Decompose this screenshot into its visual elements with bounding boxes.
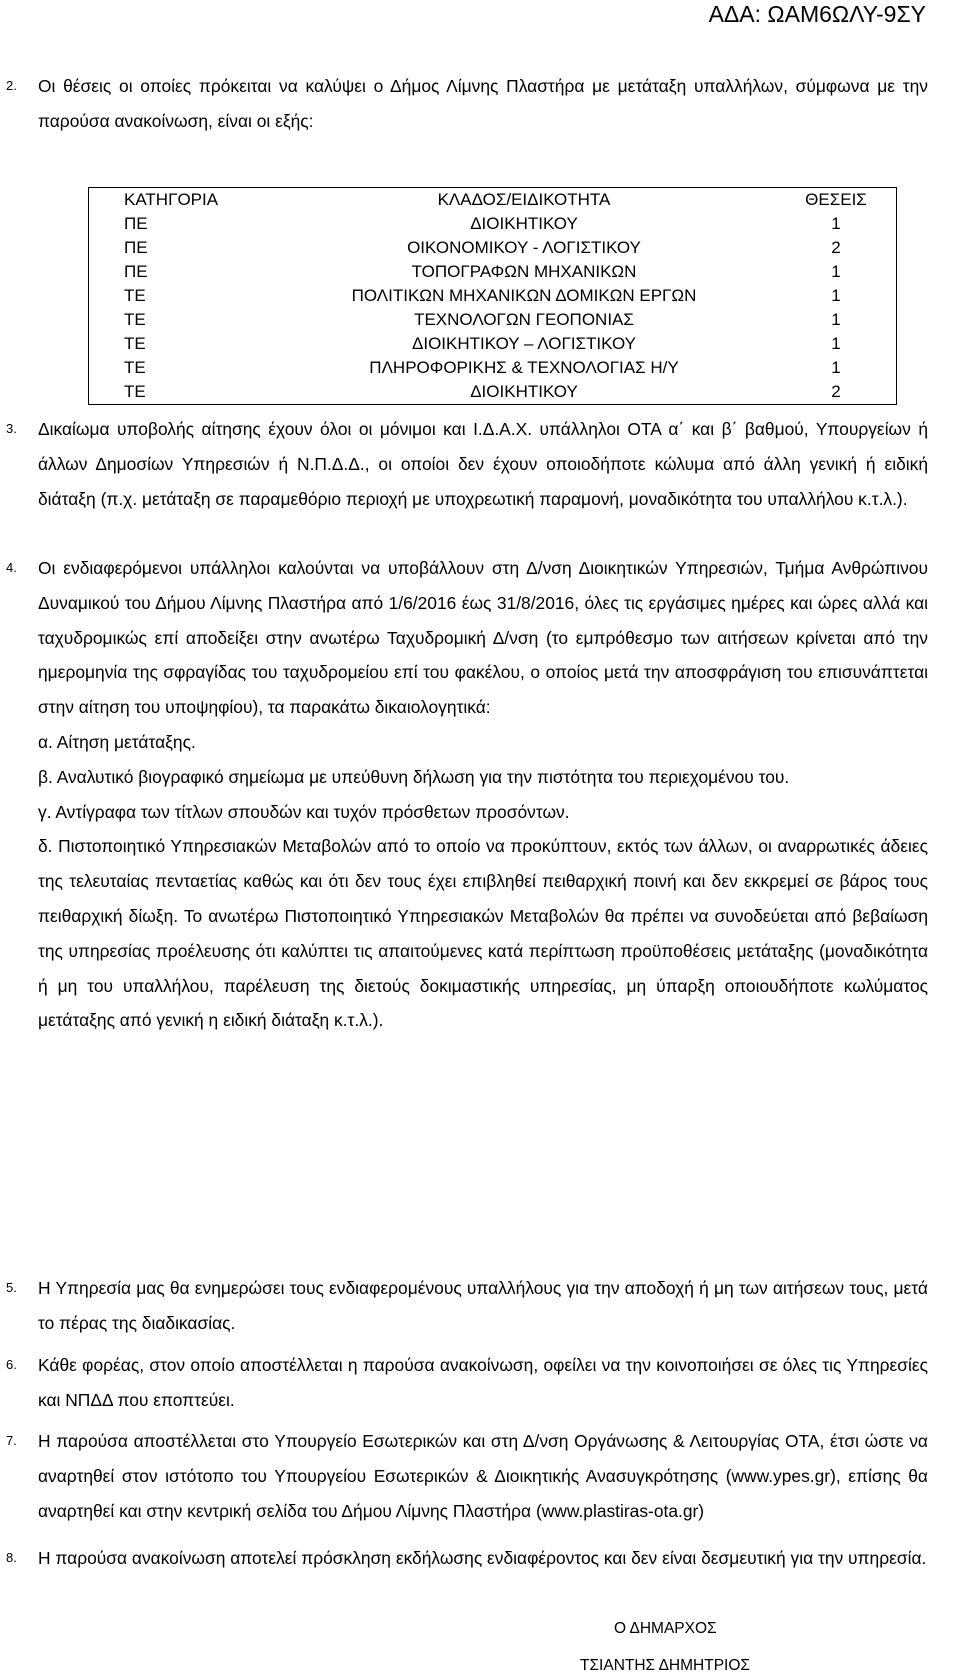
- table-row: [89, 308, 897, 332]
- item-7: [6, 1424, 928, 1528]
- positions-cell: 1: [831, 310, 841, 329]
- category-cell: ΤΕ: [124, 286, 146, 305]
- branch-cell: ΔΙΟΙΚΗΤΙΚΟΥ – ΛΟΓΙΣΤΙΚΟΥ: [412, 334, 636, 353]
- signature-title: Ο ΔΗΜΑΡΧΟΣ: [614, 1620, 717, 1637]
- item-number: 5.: [6, 1280, 17, 1295]
- item-6: [6, 1348, 928, 1418]
- table-row: [89, 212, 897, 236]
- item-text: Οι ενδιαφερόμενοι υπάλληλοι καλούνται να υποβάλλουν στη Δ/νση Διοικητικών Υπηρεσιών, Τμήμα Ανθρώπινου Δυναμικού του Δήμου Λίμνης Πλαστήρα από 1/6/2016 έως 31/8/2016, όλες τις εργάσιμες ημέρες και ώρες αλλά και ταχυδρομικώς επί αποδείξει στην ανωτέρω Ταχυδρομική Δ/νση (το εμπρόθεσμο των αιτήσεων κρίνεται από την ημερομηνία της σφραγίδας του ταχυδρομείου επί του φακέλου, ο οποίος μετά την αποσφράγιση του επισυνάπτεται στην αίτηση του υποψηφίου), τα παρακάτω δικαιολογητικά:: [38, 558, 928, 718]
- item-2: [6, 69, 928, 139]
- category-cell: ΠΕ: [124, 214, 148, 233]
- branch-cell: ΤΕΧΝΟΛΟΓΩΝ ΓΕΟΠΟΝΙΑΣ: [414, 310, 634, 329]
- item-number: 4.: [6, 560, 17, 575]
- item-8: [6, 1541, 928, 1576]
- item-text: Δικαίωμα υποβολής αίτησης έχουν όλοι οι μόνιμοι και Ι.Δ.Α.Χ. υπάλληλοι ΟΤΑ α΄ και β΄ βαθμού, Υπουργείων ή άλλων Δημοσίων Υπηρεσιών ή Ν.Π.Δ.Δ., οι οποίοι δεν έχουν οποιοδήποτε κώλυμα από άλλη γενική ή ειδική διάταξη (π.χ. μετάταξη σε παραμεθόριο περιοχή με υποχρεωτική παραμονή, μοναδικότητα του υπαλλήλου κ.τ.λ.).: [38, 419, 928, 509]
- category-cell: ΤΕ: [124, 382, 146, 401]
- document-list: [38, 725, 928, 1038]
- branch-cell: ΔΙΟΙΚΗΤΙΚΟΥ: [470, 214, 578, 233]
- ada-code: ΑΔΑ: ΩΑΜ6ΩΛΥ-9ΣΥ: [708, 1, 926, 27]
- item-text: Οι θέσεις οι οποίες πρόκειται να καλύψει ο Δήμος Λίμνης Πλαστήρα με μετάταξη υπαλλήλων, σύμφωνα με την παρούσα ανακοίνωση, είναι οι εξής:: [38, 76, 928, 131]
- item-number: 3.: [6, 421, 17, 436]
- branch-cell: ΔΙΟΙΚΗΤΙΚΟΥ: [470, 382, 578, 401]
- item-text: Η Υπηρεσία μας θα ενημερώσει τους ενδιαφερομένους υπαλλήλους για την αποδοχή ή μη των αιτήσεων τους, μετά το πέρας της διαδικασίας.: [38, 1278, 928, 1333]
- branch-cell: ΟΙΚΟΝΟΜΙΚΟΥ - ΛΟΓΙΣΤΙΚΟΥ: [407, 238, 641, 257]
- item-text: Η παρούσα αποστέλλεται στο Υπουργείο Εσωτερικών και στη Δ/νση Οργάνωσης & Λειτουργίας ΟΤΑ, έτσι ώστε να αναρτηθεί στον ιστότοπο του Υπουργείου Εσωτερικών & Διοικητικής Ανασυγκρότησης (www.ypes.gr), επίσης θα αναρτηθεί και στην κεντρική σελίδα του Δήμου Λίμνης Πλαστήρα (www.plastiras-ota.gr): [38, 1431, 928, 1521]
- positions-cell: 2: [831, 382, 841, 401]
- item-text: Κάθε φορέας, στον οποίο αποστέλλεται η παρούσα ανακοίνωση, οφείλει να την κοινοποιήσει σε όλες τις Υπηρεσίες και ΝΠΔΔ που εποπτεύει.: [38, 1355, 928, 1410]
- header-positions: ΘΕΣΕΙΣ: [805, 190, 867, 209]
- document-item: γ. Αντίγραφα των τίτλων σπουδών και τυχόν πρόσθετων προσόντων.: [38, 801, 570, 822]
- document-item: β. Αναλυτικό βιογραφικό σημείωμα με υπεύθυνη δήλωση για την πιστότητα του περιεχομένου του.: [38, 766, 790, 787]
- positions-cell: 1: [831, 214, 841, 233]
- signature-name: ΤΣΙΑΝΤΗΣ ΔΗΜΗΤΡΙΟΣ: [580, 1657, 750, 1674]
- item-number: 8.: [6, 1550, 17, 1565]
- positions-cell: 2: [831, 238, 841, 257]
- item-number: 7.: [6, 1433, 17, 1448]
- positions-table: [88, 187, 897, 405]
- table-row: [89, 236, 897, 260]
- category-cell: ΤΕ: [124, 358, 146, 377]
- table-row: [89, 260, 897, 284]
- branch-cell: ΠΛΗΡΟΦΟΡΙΚΗΣ & ΤΕΧΝΟΛΟΓΙΑΣ Η/Υ: [369, 358, 679, 377]
- item-number: 2.: [6, 78, 17, 93]
- positions-cell: 1: [831, 334, 841, 353]
- item-text: Η παρούσα ανακοίνωση αποτελεί πρόσκληση εκδήλωσης ενδιαφέροντος και δεν είναι δεσμευτική για την υπηρεσία.: [38, 1548, 927, 1568]
- item-3: [6, 412, 928, 516]
- positions-cell: 1: [831, 286, 841, 305]
- item-4: [6, 551, 928, 1038]
- branch-cell: ΠΟΛΙΤΙΚΩΝ ΜΗΧΑΝΙΚΩΝ ΔΟΜΙΚΩΝ ΕΡΓΩΝ: [351, 286, 697, 305]
- document-item: α. Αίτηση μετάταξης.: [38, 731, 196, 752]
- item-5: [6, 1271, 928, 1341]
- positions-cell: 1: [831, 262, 841, 281]
- category-cell: ΠΕ: [124, 238, 148, 257]
- document-item: δ. Πιστοποιητικό Υπηρεσιακών Μεταβολών από το οποίο να προκύπτουν, εκτός των άλλων, οι αναρρωτικές άδειες της τελευταίας πενταετίας καθώς και ότι δεν τους έχει επιβληθεί πειθαρχική ποινή και δεν εκκρεμεί σε βάρος τους πειθαρχική δίωξη. Το ανωτέρω Πιστοποιητικό Υπηρεσιακών Μεταβολών θα πρέπει να συνοδεύεται από βεβαίωση της υπηρεσίας προέλευσης ότι καλύπτει τις απαιτούμενες κατά περίπτωση προϋποθέσεις μετάταξης (μοναδικότητα ή μη του υπαλλήλου, παρέλευση της διετούς δοκιμαστικής υπηρεσίας, μη ύπαρξη οποιουδήποτε κωλύματος μετάταξης από γενική η ειδική διάταξη κ.τ.λ.).: [38, 836, 928, 1031]
- table-row: [89, 332, 897, 356]
- branch-cell: ΤΟΠΟΓΡΑΦΩΝ ΜΗΧΑΝΙΚΩΝ: [411, 262, 637, 281]
- table-row: [89, 356, 897, 380]
- table-header-row: [89, 188, 897, 213]
- table-row: [89, 380, 897, 405]
- table-row: [89, 284, 897, 308]
- category-cell: ΤΕ: [124, 334, 146, 353]
- category-cell: ΤΕ: [124, 310, 146, 329]
- category-cell: ΠΕ: [124, 262, 148, 281]
- header-category: ΚΑΤΗΓΟΡΙΑ: [124, 190, 219, 209]
- positions-cell: 1: [831, 358, 841, 377]
- header-branch: ΚΛΑΔΟΣ/ΕΙΔΙΚΟΤΗΤΑ: [437, 190, 611, 209]
- item-number: 6.: [6, 1357, 17, 1372]
